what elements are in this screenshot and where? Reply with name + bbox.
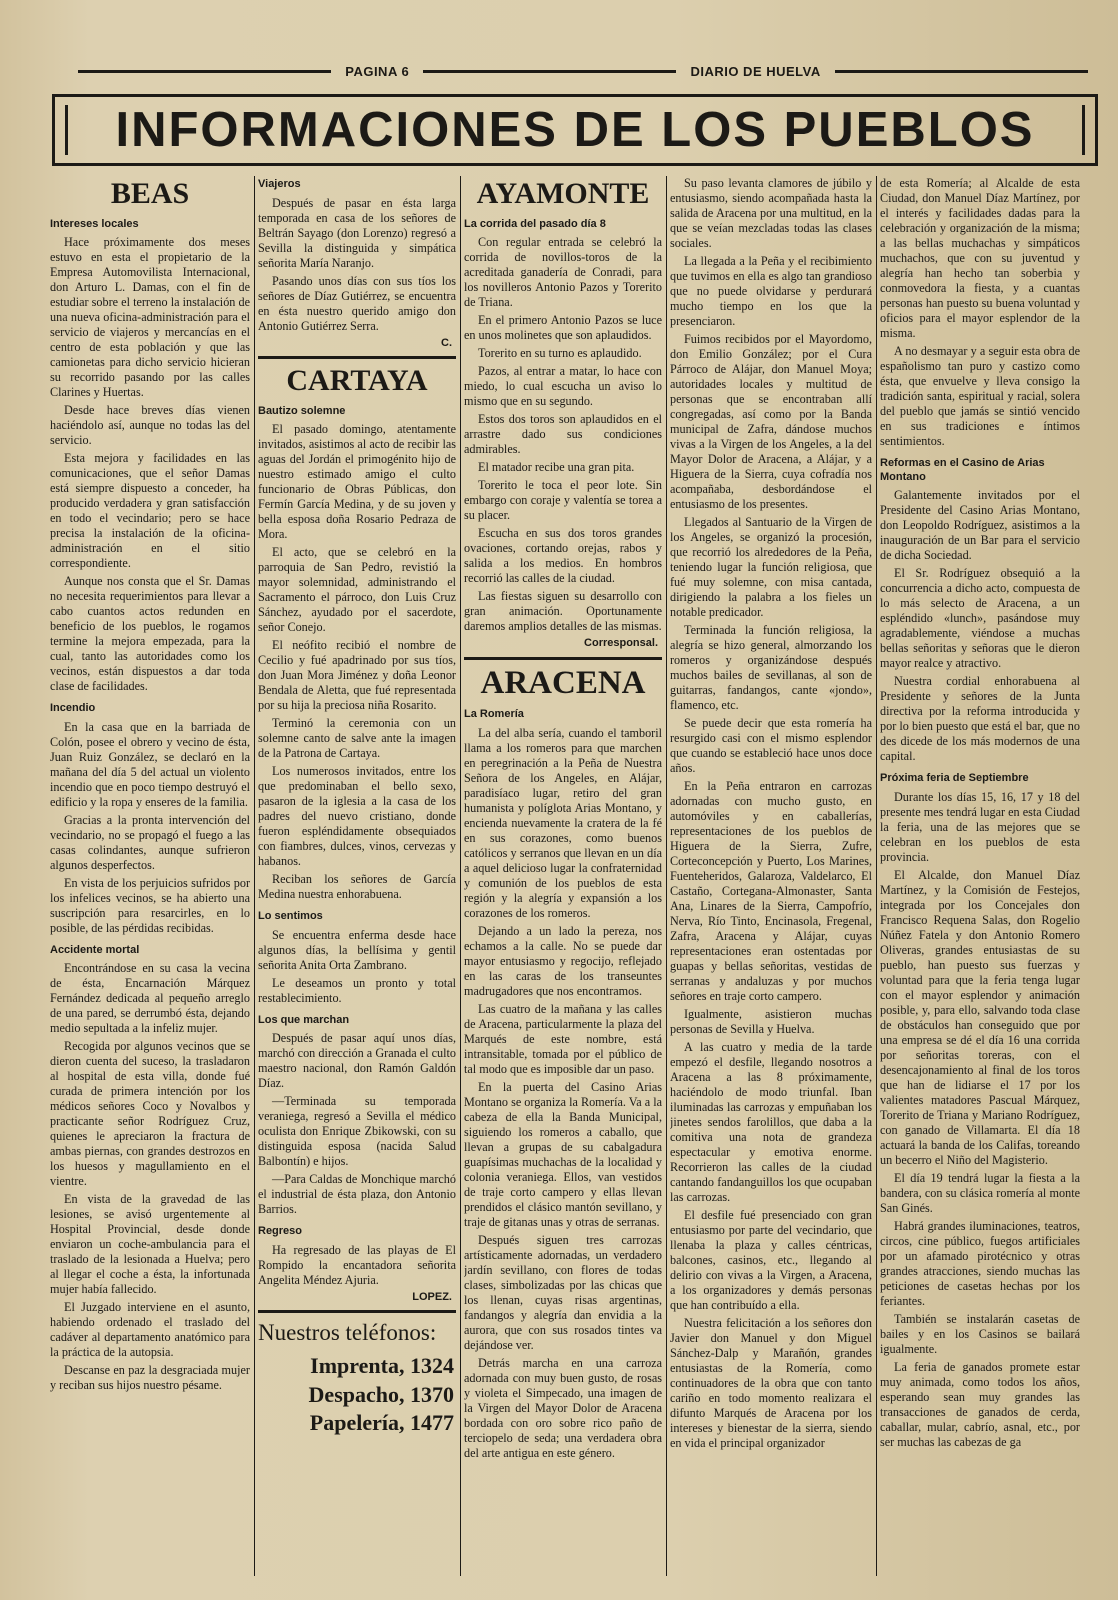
column-cartaya [258, 176, 456, 1580]
masthead-rule-middle [423, 70, 676, 73]
paragraph: Después de pasar aquí unos días, marchó con dirección a Granada el culto maestro nacional, don Ramón Galdón Díaz. [258, 1031, 456, 1091]
paragraph: En la puerta del Casino Arias Montano se organiza la Romería. Va a la cabeza de ella la Banda Municipal, siguiendo los romeros a caballo, que llevan a grupas de su cabalgadura guapísimas muchachas de la localidad y colonia veraniega. Ellos, van vestidos de traje corto campero y ellas llevan prendidos el clásico mantón sevillano, y traje de gitanas unas y otras de serranas. [464, 1079, 662, 1229]
column-beas [50, 176, 250, 1580]
column-divider [254, 176, 255, 1576]
paragraph: A no desmayar y a seguir esta obra de españolismo tan puro y castizo como ésta, que envuelve y lleva consigo la tradición santa, espiritual y racial, solera del pueblo que jamás se sintió vencido en sus tradiciones e íntimos sentimientos. [880, 344, 1080, 448]
paragraph: El Sr. Rodríguez obsequió a la concurrencia a dicho acto, compuesta de lo más selecto de Aracena, a un espléndido «lunch», pasándose muy agradablemente, viéndose a muchas bellas señoritas y señoras que le dieron mayor realce y atractivo. [880, 566, 1080, 671]
masthead-rule-left [78, 70, 331, 73]
subheading: Lo sentimos [258, 910, 323, 923]
paragraph: Igualmente, asistieron muchas personas de Sevilla y Huelva. [670, 1007, 872, 1036]
column-aracena-continued [670, 176, 872, 1580]
paragraph: Le deseamos un pronto y total restablecimiento. [258, 975, 456, 1005]
paragraph: En vista de la gravedad de las lesiones, se avisó urgentemente al Hospital Provincial, desde donde enviaron un coche-ambulancia para el traslado de la lesionada a Huelva; pero al llegar el coche a ésta, la infortunada mujer había fallecido. [50, 1192, 250, 1297]
phones-title: Nuestros teléfonos: [258, 1320, 437, 1346]
subheading: Accidente mortal [50, 943, 140, 956]
subheading: Incendio [50, 702, 96, 715]
paragraph: En el primero Antonio Pazos se luce en unos molinetes que son aplaudidos. [464, 313, 662, 343]
paragraph: Desde hace breves días vienen haciéndolo así, aunque no todas las del servicio. [50, 403, 250, 448]
paragraph: La feria de ganados promete estar muy animada, como todos los años, esperando sean muy grandes las transacciones de ganados de cerda, caballar, mular, cabrío, asnal, etc., por ser muchas las cabezas de ga [880, 1359, 1080, 1449]
paragraph: A las cuatro y media de la tarde empezó el desfile, llegando nosotros a Aracena a las 8 próximamente, haciéndolo de modo triunfal. Iban iluminadas las carrozas y empuñaban los jinetes sendos farolillos, que daba a la comitiva una nota de grandeza espectacular y emotiva enorme. Recorrieron las calles de la ciudad cantando fandanguillos los que ocupaban las carrozas. [670, 1040, 872, 1204]
page-masthead [78, 60, 1088, 82]
paragraph: En la casa que en la barriada de Colón, posee el obrero y vecino de ésta, Juan Ruiz González, se declaró en la mañana del día 5 del actual un violento incendio que en poco tiempo destruyó el edificio y la ropa y enseres de la familia. [50, 719, 250, 809]
phone-despacho: Despacho, 1370 [308, 1381, 454, 1407]
paragraph: Ha regresado de las playas de El Rompido la encantadora señorita Angelita Méndez Ajuria. [258, 1242, 456, 1287]
subheading: Próxima feria de Septiembre [880, 772, 1029, 785]
section-rule [464, 657, 662, 660]
phone-papeleria: Papelería, 1477 [309, 1410, 454, 1436]
paragraph: —Para Caldas de Monchique marchó el industrial de ésta plaza, don Antonio Barrios. [258, 1172, 456, 1217]
paragraph: Esta mejora y facilidades en las comunicaciones, que el señor Damas está siempre dispuesto a conceder, ha producido verdadera y gran satisfacción en todo el vecindario; pero se hace precisa la instalación de la oficina-administración en el sitio correspondiente. [50, 451, 250, 571]
town-heading-beas: BEAS [110, 177, 190, 210]
paragraph: Las fiestas siguen su desarrollo con gran animación. Oportunamente daremos amplios detalles de las mismas. [464, 589, 662, 634]
paragraph: El día 19 tendrá lugar la fiesta a la bandera, con su clásica romería al monte San Ginés. [880, 1170, 1080, 1215]
signature: Corresponsal. [584, 637, 658, 650]
signature: C. [441, 336, 452, 349]
paragraph: Con regular entrada se celebró la corrida de novillos-toros de la acreditada ganadería de Conradi, para los novilleros Antonio Pazos y Torerito de Triana. [464, 235, 662, 310]
paragraph: La del alba sería, cuando el tamboril llama a los romeros para que marchen en peregrinación a la Peña de Nuestra Señora de los Angeles, en Alájar, paradisíaco lugar, retiro del gran humanista y políglota Arias Montano, y encienda nuevamente la cratera de la fé en sus corazones, como buenos católicos y serranos que llevan en un día a aquel delicioso lugar la confraternidad y comunión de los pueblos de esta región y la alegría y expansión a los corazones de los romeros. [464, 725, 662, 920]
section-banner [52, 94, 1098, 166]
subheading: Reformas en el Casino de Arias Montano [880, 457, 1045, 483]
paragraph: Escucha en sus dos toros grandes ovaciones, cortando orejas, rabos y salida a los medios. En hombros recorrió las calles de la ciudad. [464, 526, 662, 586]
paragraph: Terminó la ceremonia con un solemne canto de salve ante la imagen de la Patrona de Cartaya. [258, 716, 456, 761]
paragraph: El desfile fué presenciado con gran entusiasmo por parte del vecindario, que llenaba la plaza y calles céntricas, balcones, casinos, etc., llegando al delirio con vivas a la Virgen, a Aracena, a los organizadores y demás personas que han contribuído a ella. [670, 1208, 872, 1312]
column-divider [666, 176, 667, 1576]
paragraph: Recogida por algunos vecinos que se dieron cuenta del suceso, la trasladaron al hospital de esta villa, donde fué curada de primera intención por los médicos señores Coco y Novalbos y practicante señor Rodríguez Cruz, quienes le apreciaron la fractura de ambas piernas, con grandes destrozos en los huesos y magullamiento en el vientre. [50, 1039, 250, 1189]
newspaper-name: DIARIO DE HUELVA [690, 63, 821, 79]
paragraph: El matador recibe una gran pita. [478, 460, 635, 475]
phone-imprenta: Imprenta, 1324 [310, 1353, 454, 1379]
paragraph: El acto, que se celebró en la parroquia de San Pedro, revistió la mayor solemnidad, administrando el Sacramento el párroco, don Luis Cruz Sánchez, ayudado por el sacerdote, señor Conejo. [258, 545, 456, 635]
paragraph: Estos dos toros son aplaudidos en el arrastre dado sus condiciones admirables. [464, 412, 662, 457]
paragraph: Los numerosos invitados, entre los que predominaban el bello sexo, pasaron de la iglesia a la casa de los padres del nuevo cristiano, donde fueron espléndidamente obsequiados con fiambres, dulces, vinos, cervezas y habanos. [258, 764, 456, 869]
subheading: Los que marchan [258, 1013, 350, 1026]
masthead-rule-right [835, 70, 1088, 73]
column-ayamonte-aracena [464, 176, 662, 1580]
paragraph: Nuestra felicitación a los señores don Javier don Manuel y don Miguel Sánchez-Dalp y Marañón, grandes entusiastas de la Romería, como continuadores de la obra que con tanto cariño en todo momento realizara el difunto Marqués de Aracena por los intereses y bienestar de la sierra, siendo en vida el principal organizador [670, 1316, 872, 1450]
town-heading-cartaya: CARTAYA [286, 364, 428, 398]
paragraph: Gracias a la pronta intervención del vecindario, no se propagó el fuego a las casas colindantes, aunque sufrieron algunos desperfectos. [50, 812, 250, 872]
paragraph: Se puede decir que esta romería ha resurgido casi con el mismo esplendor que cuando se estableció hace unos doce años. [670, 716, 872, 775]
paragraph: Torerito le toca el peor lote. Sin embargo con coraje y valentía se torea a su placer. [464, 478, 662, 523]
town-heading-ayamonte: AYAMONTE [476, 177, 650, 210]
paragraph: Aunque nos consta que el Sr. Damas no necesita requerimientos para llevar a cabo cuantos actos redunden en beneficio de los pueblos, le rogamos termine la mejora empezada, para la cual, tanto las autoridades como los vecinos, están dispuestos a dar toda clase de facilidades. [50, 574, 250, 694]
paragraph: La llegada a la Peña y el recibimiento que tuvimos en ella es algo tan grandioso que no puede olvidarse y perdurará mucho tiempo en los que la presenciaron. [670, 254, 872, 328]
paragraph: Galantemente invitados por el Presidente del Casino Arias Montano, don Leopoldo Rodríguez, asistimos a la inauguración de un Bar para el servicio de dicha Sociedad. [880, 488, 1080, 563]
paragraph: El pasado domingo, atentamente invitados, asistimos al acto de recibir las aguas del Jordán el primogénito hijo de nuestro estimado amigo el culto funcionario de Obras Públicas, don Fermín García Medina, y de su joven y bella esposa doña Rosario Pedraza de Mora. [258, 422, 456, 542]
town-heading-aracena: ARACENA [480, 664, 646, 701]
paragraph: Habrá grandes iluminaciones, teatros, circos, cine público, fuegos artificiales por un afamado pirotécnico y otras grandes atracciones, siendo muchas las peticiones de casetas hechas por los feriantes. [880, 1218, 1080, 1308]
paragraph: El Juzgado interviene en el asunto, habiendo ordenado el traslado del cadáver al departamento anatómico para la práctica de la autopsia. [50, 1300, 250, 1360]
paragraph: Torerito en su turno es aplaudido. [478, 346, 642, 361]
column-aracena-feria [880, 176, 1080, 1580]
column-divider [460, 176, 461, 1576]
paragraph: Llegados al Santuario de la Virgen de los Angeles, se organizó la procesión, que recorrió los alrededores de la Peña, teniendo lugar la función religiosa, que fué muy solemne, con misa cantada, dirigiendo la palabra a los fieles un notable predicador. [670, 515, 872, 619]
paragraph: También se instalarán casetas de bailes y en los Casinos se bailará igualmente. [880, 1311, 1080, 1356]
paragraph: Detrás marcha en una carroza adornada con muy buen gusto, de rosas y violeta el Simpecado, una imagen de la Virgen del Mayor Dolor de Aracena bordada con oro sobre rico paño de terciopelo de seda; una verdadera obra del arte antigua en este género. [464, 1355, 662, 1460]
paragraph: Después de pasar en ésta larga temporada en casa de los señores de Beltrán Sayago (don Lorenzo) regresó a Sevilla la distinguida y simpática señorita María Naranjo. [258, 195, 456, 270]
paragraph: Después siguen tres carrozas artísticamente adornadas, un verdadero jardín sevillano, con flores de todas clases, simbolizadas por las chicas que los llenan, cuyas risas argentinas, fandangos y alegría dan envidia a la aurora, que con sus rosados tintes va dejándose ver. [464, 1232, 662, 1352]
banner-inner-frame [65, 102, 1085, 157]
subheading: La Romería [464, 708, 524, 721]
paragraph: Dejando a un lado la pereza, nos echamos a la calle. No se puede dar mayor entusiasmo y regocijo, reflejado en las caras de los transeuntes madrugadores que nos encontramos. [464, 923, 662, 998]
subheading: Bautizo solemne [258, 404, 346, 417]
paragraph: En la Peña entraron en carrozas adornadas con mucho gusto, en automóviles y en caballerías, representaciones de los pueblos de Higuera de la Sierra, Zufre, Corteconcepción y Puerto, Los Marines, Fuenteheridos, Galaroza, Valdelarco, El Castaño, Cortegana-Almonaster, Santa Ana, Linares de la Sierra, Campofrío, Nerva, Río Tinto, Encinasola, Fregenal, Zafra, Aracena y Alájar, cuyas representaciones eran ostentadas por guapas y bellas señoritas, vestidas de serranas y andaluzas y por muchos señores en traje corto campero. [670, 779, 872, 1003]
subheading: Regreso [258, 1225, 303, 1238]
subheading: Viajeros [258, 178, 301, 190]
signature: LOPEZ. [412, 1290, 452, 1303]
paragraph: En vista de los perjuicios sufridos por los infelices vecinos, se ha abierto una suscripción para resarcirles, en lo posible, de las pérdidas recibidas. [50, 875, 250, 935]
paragraph: Pasando unos días con sus tíos los señores de Díaz Gutiérrez, se encuentra en ésta nuestro querido amigo don Antonio Gutiérrez Serra. [258, 273, 456, 333]
section-title: INFORMACIONES DE LOS PUEBLOS [115, 102, 1035, 157]
paragraph: Nuestra cordial enhorabuena al Presidente y señores de la Junta directiva por la reforma introducida y por lo bien puesto que está el bar, que no des dicede de los más modernos de una capital. [880, 674, 1080, 764]
paragraph: Hace próximamente dos meses estuvo en esta el propietario de la Empresa Automovilista Internacional, don Arturo L. Damas, con el fin de estudiar sobre el terreno la instalación de una nueva oficina-administración para el servicio de viajeros y mercancías en el centro de esta población y que las camionetas para dicho servicio hicieran su recorrido pasando por las calles Clarines y Huertas. [50, 235, 250, 400]
paragraph: Su paso levanta clamores de júbilo y entusiasmo, siendo acompañada hasta la salida de Aracena por una multitud, en la que se veían mezcladas todas las clases sociales. [670, 176, 872, 250]
paragraph: El neófito recibió el nombre de Cecilio y fué apadrinado por sus tíos, don Juan Mora Jiménez y doña Leonor Bendala de Aletta, que fué representada por su hija la preciosa niña Rosarito. [258, 638, 456, 713]
section-rule [258, 356, 456, 359]
paragraph: —Terminada su temporada veraniega, regresó a Sevilla el médico oculista don Enrique Zbikowski, con su distinguida esposa (nacida Salud Balbontín) e hijos. [258, 1094, 456, 1169]
paragraph: Durante los días 15, 16, 17 y 18 del presente mes tendrá lugar en esta Ciudad la feria, una de las mejores que se celebran en los pueblos de esta provincia. [880, 789, 1080, 864]
paragraph: Terminada la función religiosa, la alegría se hizo general, almorzando los romeros y organizándose después muchos bailes de sevillanas, al son de guitarras, fandangos, cante «jondo», flamenco, etc. [670, 623, 872, 712]
paragraph: Encontrándose en su casa la vecina de ésta, Encarnación Márquez Fernández dedicada al pequeño arreglo de una pared, se derrumbó ésta, dejando medio sepultada a la infeliz mujer. [50, 961, 250, 1036]
column-divider [876, 176, 877, 1576]
paragraph: Fuimos recibidos por el Mayordomo, don Emilio González; por el Cura Párroco de Alájar, don Manuel Moya; autoridades locales y multitud de personas que se encontraban allí congregadas, así como por la Banda municipal de Zafra, dándose muchos vivas a la Virgen de los Angeles, a la del Mayor Dolor de Aracena, a Alájar, y a Higuera de la Sierra, cuya cofradía nos acompañaba, desbordándose el entusiasmo de los presentes. [670, 332, 872, 511]
paragraph: Pazos, al entrar a matar, lo hace con miedo, lo cual escucha un aviso lo mismo que en su segundo. [464, 364, 662, 409]
subheading: Intereses locales [50, 217, 139, 230]
paragraph: Se encuentra enferma desde hace algunos días, la bellísima y gentil señorita Anita Orta Zambrano. [258, 927, 456, 972]
paragraph: Reciban los señores de García Medina nuestra enhorabuena. [258, 872, 456, 902]
paragraph: de esta Romería; al Alcalde de esta Ciudad, don Manuel Díaz Martínez, por el interés y facilidades dadas para la celebración y organización de la misma; a las bellas muchachas y simpáticos muchachos, que con su juventud y alegría han hecho tan soberbia y conmovedora la fiesta, y a cuantas personas han puesto su buena voluntad y oficios para el mayor esplendor de la misma. [880, 176, 1080, 340]
subheading: La corrida del pasado día 8 [464, 217, 606, 230]
paragraph: Descanse en paz la desgraciada mujer y reciban sus hijos nuestro pésame. [50, 1363, 250, 1393]
paragraph: El Alcalde, don Manuel Díaz Martínez, y la Comisión de Festejos, integrada por los Concejales don Francisco Requena Salas, don Rogelio Núñez Fatela y don Antonio Romero Oliveras, grandes entusiastas de su pueblo, han puesto sus fuerzas y voluntad para que la feria tenga lugar con el mayor esplendor y animación posible, y, para ello, salvando toda clase de obstáculos han conseguido que por una empresa se dé el día 16 una corrida por señoritas toreras, con el desencajonamiento al final de los toros que han de lidiarse el 17 por los valientes matadores Pascual Márquez, Torerito de Triana y Mariano Rodríguez, con ganado de Villamarta. El día 18 actuará la banda de los Califas, toreando un becerro el Niño del Magisterio. [880, 867, 1080, 1167]
paragraph: Las cuatro de la mañana y las calles de Aracena, particularmente la plaza del Marqués de este nombre, está intransitable, tomada por el público de tal modo que es imposible dar un paso. [464, 1001, 662, 1076]
phones-advert [258, 1321, 456, 1438]
page-number-label: PAGINA 6 [345, 63, 410, 79]
section-rule [258, 1310, 456, 1313]
